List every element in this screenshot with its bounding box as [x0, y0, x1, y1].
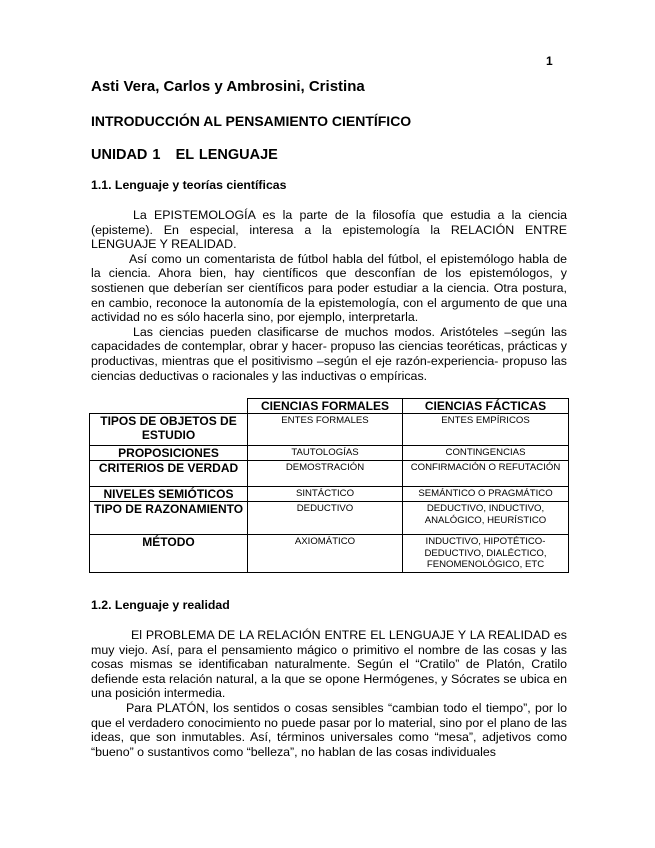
row-label: PROPOSICIONES: [90, 446, 248, 461]
table-header-cell: CIENCIAS FÁCTICAS: [403, 399, 569, 414]
section-1-body: [91, 208, 567, 383]
row-label: NIVELES SEMIÓTICOS: [90, 487, 248, 502]
facticas-cell: INDUCTIVO, HIPOTÉTICO-DEDUCTIVO, DIALÉCTICO, FENOMENOLÓGICO, ETC: [403, 535, 569, 573]
paragraph: Para PLATÓN, los sentidos o cosas sensibles “cambian todo el tiempo”, por lo que el verdadero conocimiento no puede pasar por lo material, sino por el plano de las ideas, que son inmutables. Así, términos universales como “mesa”, adjetivos como “bueno” o sustantivos como “belleza”, no hablan de las cosas individuales: [91, 700, 567, 759]
authors-heading: Asti Vera, Carlos y Ambrosini, Cristina: [91, 78, 365, 95]
paragraph: El PROBLEMA DE LA RELACIÓN ENTRE EL LENGUAJE Y LA REALIDAD es muy viejo. Así, para el pensamiento mágico o primitivo el nombre de las cosas y las cosas mismas se identificaban naturalmente. Según el “Cratilo” de Platón, Cratilo defiende esta relación natural, a la que se opone Hermógenes, y Sócrates se ubica en una posición intermedia.: [91, 628, 567, 701]
formales-cell: SINTÁCTICO: [248, 487, 403, 502]
formales-cell: DEDUCTIVO: [248, 502, 403, 535]
section-1-heading: 1.1. Lenguaje y teorías científicas: [91, 178, 287, 192]
row-label: TIPO DE RAZONAMIENTO: [90, 502, 248, 535]
formales-cell: ENTES FORMALES: [248, 414, 403, 446]
paragraph: Las ciencias pueden clasificarse de muchos modos. Aristóteles –según las capacidades de contemplar, obrar y hacer- propuso las ciencias teoréticas, prácticas y productivas, mientras que el positivismo –según el eje razón-experiencia- propuso las ciencias deductivas o racionales y las inductivas o empíricas.: [91, 324, 567, 383]
table-header-cell: [90, 399, 248, 414]
row-label: TIPOS DE OBJETOS DE ESTUDIO: [90, 414, 248, 446]
formales-cell: AXIOMÁTICO: [248, 535, 403, 573]
formales-cell: TAUTOLOGÍAS: [248, 446, 403, 461]
table-row: [90, 414, 569, 446]
facticas-cell: CONFIRMACIÓN O REFUTACIÓN: [403, 461, 569, 487]
comparison-table: [89, 398, 569, 573]
facticas-cell: CONTINGENCIAS: [403, 446, 569, 461]
paragraph: La EPISTEMOLOGÍA es la parte de la filosofía que estudia a la ciencia (episteme). En especial, interesa a la epistemología la RELACIÓN ENTRE LENGUAJE Y REALIDAD.: [91, 208, 567, 252]
row-label: CRITERIOS DE VERDAD: [90, 461, 248, 487]
page-number: 1: [546, 54, 553, 68]
section-2-body: [91, 628, 567, 759]
table-row: [90, 535, 569, 573]
table-row: [90, 461, 569, 487]
formales-cell: DEMOSTRACIÓN: [248, 461, 403, 487]
section-2-heading: 1.2. Lenguaje y realidad: [91, 598, 230, 612]
table-row: [90, 487, 569, 502]
facticas-cell: DEDUCTIVO, INDUCTIVO, ANALÓGICO, HEURÍSTICO: [403, 502, 569, 535]
facticas-cell: ENTES EMPÍRICOS: [403, 414, 569, 446]
table-row: [90, 446, 569, 461]
paragraph: Así como un comentarista de fútbol habla del fútbol, el epistemólogo habla de la ciencia. Ahora bien, hay científicos que desconfían de los epistemólogos, y sostienen que deberían ser científicos para poder estudiar a la ciencia. Otra postura, en cambio, reconoce la autonomía de la epistemología, con el argumento de que una actividad no es sólo hacerla sino, por ejemplo, interpretarla.: [91, 251, 567, 325]
unit-heading: UNIDAD 1 EL LENGUAJE: [91, 147, 278, 163]
table-header-cell: CIENCIAS FORMALES: [248, 399, 403, 414]
row-label: MÉTODO: [90, 535, 248, 573]
facticas-cell: SEMÁNTICO O PRAGMÁTICO: [403, 487, 569, 502]
table-row: [90, 502, 569, 535]
book-title: INTRODUCCIÓN AL PENSAMIENTO CIENTÍFICO: [91, 113, 412, 129]
table-header-row: [90, 399, 569, 414]
